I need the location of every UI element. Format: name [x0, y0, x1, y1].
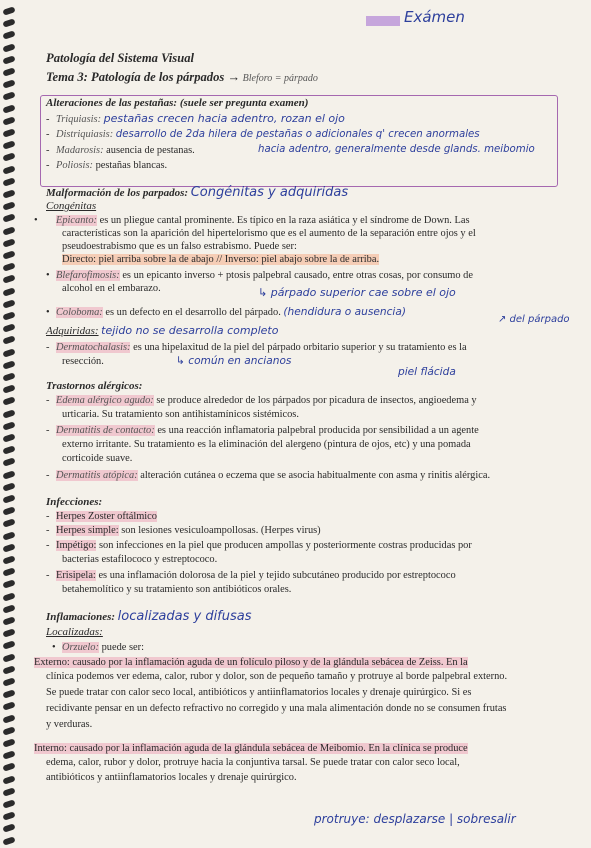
spiral-ring: [2, 360, 15, 369]
term: Epicanto:: [56, 215, 97, 226]
spiral-ring: [2, 470, 15, 479]
epicanto-l3: pseudoestrabismo que es un falso estrabismo. Puede ser:: [62, 241, 297, 252]
term: Impétigo:: [56, 540, 97, 551]
term: Coloboma:: [56, 307, 103, 318]
congenitas-label: Congénitas: [46, 200, 97, 212]
line: puede ser:: [101, 642, 144, 653]
spiral-ring: [2, 128, 15, 137]
spiral-ring: [2, 201, 15, 210]
spiral-ring: [2, 799, 15, 808]
spiral-ring: [2, 250, 15, 259]
epicanto-block: • Epicanto: es un pliegue cantal prominente. Es típico en la raza asiática y el síndrome de Down. Las: [34, 215, 470, 226]
dermato-l2: resección.: [62, 356, 104, 367]
spiral-ring: [2, 714, 15, 723]
impetigo-l2: bacterias estafilococo y estreptococo.: [62, 554, 218, 565]
contacto-l3: corticoide suave.: [62, 453, 133, 464]
term: Herpes Zoster oftálmico: [56, 511, 157, 522]
simple-item: - Herpes simple: son lesiones vesiculoampollosas. (Herpes virus): [46, 525, 321, 536]
spiral-ring: [2, 543, 15, 552]
coloboma-block: • Coloboma: es un defecto en el desarrollo del párpado. (hendidura o ausencia): [46, 306, 407, 318]
spiral-ring: [2, 299, 15, 308]
spiral-ring: [2, 628, 15, 637]
term: Madarosis:: [56, 145, 104, 156]
spiral-ring: [2, 311, 15, 320]
contacto-block: - Dermatitis de contacto: es una reacción inflamatoria palpebral producida por sensibilidad a un agente: [46, 425, 479, 436]
atopica-block: - Dermatitis atópica: alteración cutánea o eczema que se asocia habitualmente con asma y rinitis alérgica.: [46, 470, 491, 481]
line: Interno: causado por la inflamación aguda de la glándula sebácea de Meibomio. En la clínica se produce: [34, 743, 468, 754]
spiral-ring: [2, 177, 15, 186]
hand-note: Congénitas y adquiridas: [190, 185, 349, 200]
infecciones-heading: Infecciones:: [46, 496, 103, 508]
hand-note: pestañas crecen hacia adentro, rozan el ojo: [103, 112, 345, 125]
spiral-ring: [2, 421, 15, 430]
dermato-block: - Dermatochalasis: es una hipelaxitud de la piel del párpado orbitario superior y su tratamiento es la: [46, 342, 467, 353]
malformacion-heading: Malformación de los parpados:: [46, 187, 189, 199]
spiral-ring: [2, 153, 15, 162]
spiral-ring: [2, 18, 15, 27]
spiral-ring: [2, 238, 15, 247]
term: Edema alérgico agudo:: [56, 395, 154, 406]
spiral-ring: [2, 616, 15, 625]
spiral-ring: [2, 641, 15, 650]
localizadas-label: Localizadas:: [46, 626, 103, 638]
spiral-ring: [2, 750, 15, 759]
impetigo-block: - Impétigo: son infecciones en la piel que producen ampollas y posteriormente costras producidas por: [46, 540, 472, 551]
spiral-ring: [2, 458, 15, 467]
blefarofimosis-hand: ↳ párpado superior cae sobre el ojo: [258, 286, 456, 299]
spiral-ring: [2, 262, 15, 271]
term: Dermatochalasis:: [56, 342, 131, 353]
dermato-hand: ↳ común en ancianos: [176, 355, 292, 367]
page-title: Patología del Sistema Visual: [46, 51, 194, 65]
hand-note: tejido no se desarrolla completo: [101, 324, 279, 337]
line: es un epicanto inverso + ptosis palpebral causado, entre otras cosas, por consumo de: [122, 270, 473, 281]
externo-l1: [34, 656, 548, 669]
spiral-ring: [2, 494, 15, 503]
erisipela-block: - Erisipela: es una inflamación dolorosa de la piel y tejido subcutáneo producido por estreptococo: [46, 570, 456, 581]
hand-note: (hendidura o ausencia): [283, 306, 407, 318]
term: Dermatitis atópica:: [56, 470, 138, 481]
term: Herpes simple:: [56, 525, 119, 536]
adquiridas-label: Adquiridas:: [46, 325, 99, 337]
blefarofimosis-l2: alcohol en el embarazo.: [62, 283, 161, 294]
term: Distriquiasis:: [56, 129, 114, 140]
spiral-ring: [2, 482, 15, 491]
spiral-ring: [2, 275, 15, 284]
spiral-ring: [2, 592, 15, 601]
alt-pestanas-heading: Alteraciones de las pestañas: (suele ser pregunta examen): [46, 97, 309, 109]
spiral-ring: [2, 653, 15, 662]
exam-tag: Exámen: [404, 8, 465, 26]
item-triquiasis: - Triquiasis: pestañas crecen hacia adentro, rozan el ojo: [46, 112, 345, 125]
spiral-ring: [2, 348, 15, 357]
edema-block: - Edema alérgico agudo: se produce alrededor de los párpados por picadura de insectos, angioedema y: [46, 395, 477, 406]
interno-l3: antibióticos y antiinflamatorios locales y drenaje quirúrgico.: [46, 772, 297, 783]
spiral-ring: [2, 165, 15, 174]
spiral-ring: [2, 787, 15, 796]
topic-line: [46, 71, 548, 85]
edema-l2: urticaria. Su tratamiento son antihistamínicos sistémicos.: [62, 409, 299, 420]
line: es un defecto en el desarrollo del párpado.: [105, 307, 281, 318]
spiral-ring: [2, 824, 15, 833]
term: Erisipela:: [56, 570, 96, 581]
spiral-ring: [2, 555, 15, 564]
epicanto-l4: [46, 253, 548, 266]
externo-l2: clínica podemos ver edema, calor, rubor y dolor, son de pequeño tamaño y protruye al borde palpebral externo.: [46, 671, 508, 682]
dermato-hand2: piel flácida: [398, 366, 456, 378]
spiral-ring: [2, 689, 15, 698]
spiral-ring: [2, 189, 15, 198]
exam-tag-highlight: [366, 16, 400, 26]
line: es una hipelaxitud de la piel del párpado orbitario superior y su tratamiento es la: [133, 342, 467, 353]
spiral-ring: [2, 6, 15, 15]
line: son infecciones en la piel que producen ampollas y posteriormente costras producidas por: [99, 540, 472, 551]
spiral-ring: [2, 323, 15, 332]
topic-title: Tema 3: Patología de los párpados →: [46, 70, 241, 84]
interno-l1: [34, 742, 548, 755]
interno-l2: edema, calor, rubor y dolor, protruye hacia la conjuntiva tarsal. Se puede tratar con calor seco local,: [46, 757, 460, 768]
term: Poliosis:: [56, 160, 93, 171]
term: Triquiasis:: [56, 114, 102, 125]
externo-l3: Se puede tratar con calor seco local, antibióticos y antiinflamatorios locales y drenaje quirúrgico. Si es: [46, 687, 472, 698]
externo-l5: y verduras.: [46, 719, 93, 730]
erisipela-l2: betahemolítico y su tratamiento son antibióticos orales.: [62, 584, 292, 595]
spiral-ring: [2, 726, 15, 735]
inflamaciones-heading: Inflamaciones:: [46, 611, 116, 623]
spiral-ring: [2, 531, 15, 540]
spiral-ring: [2, 702, 15, 711]
spiral-ring: [2, 226, 15, 235]
spiral-ring: [2, 336, 15, 345]
inflamaciones-line: [46, 610, 548, 624]
spiral-ring: [2, 43, 15, 52]
spiral-ring: [2, 79, 15, 88]
term: Orzuelo:: [62, 642, 99, 653]
line: Directo: piel arriba sobre la de abajo // Inverso: piel abajo sobre la de arriba.: [62, 254, 380, 265]
spiral-ring: [2, 116, 15, 125]
spiral-ring: [2, 519, 15, 528]
spiral-ring: [2, 92, 15, 101]
hand-note: localizadas y difusas: [117, 609, 252, 624]
orzuelo-item: • Orzuelo: puede ser:: [52, 642, 144, 653]
zoster-item: - Herpes Zoster oftálmico: [46, 511, 157, 522]
item-madarosis: - Madarosis: ausencia de pestanas.: [46, 145, 195, 156]
term: Blefarofimosis:: [56, 270, 120, 281]
spiral-ring: [2, 665, 15, 674]
spiral-ring: [2, 738, 15, 747]
blefarofimosis-block: • Blefarofimosis: es un epicanto inverso + ptosis palpebral causado, entre otras cosas, por consumo de: [46, 270, 473, 281]
topic-note: Bleforo = párpado: [242, 73, 318, 84]
epicanto-l2: características son la aparición del hipertelorismo que es el aumento de la separación entre ojos y el: [62, 228, 476, 239]
adquiridas-line: [46, 324, 548, 338]
spiral-ring: [2, 214, 15, 223]
spiral-binding: [0, 0, 22, 848]
hand-note: desarrollo de 2da hilera de pestañas o adicionales q' crecen anormales: [115, 129, 480, 140]
spiral-ring: [2, 372, 15, 381]
item-distriquiasis: - Distriquiasis: desarrollo de 2da hilera de pestañas o adicionales q' crecen anormales: [46, 129, 480, 140]
spiral-ring: [2, 384, 15, 393]
line: es una inflamación dolorosa de la piel y tejido subcutáneo producido por estreptococo: [98, 570, 456, 581]
line: alteración cutánea o eczema que se asocia habitualmente con asma y rinitis alérgica.: [140, 470, 491, 481]
spiral-ring: [2, 433, 15, 442]
spiral-ring: [2, 580, 15, 589]
malformacion-line: [46, 186, 548, 200]
spiral-ring: [2, 140, 15, 149]
spiral-ring: [2, 409, 15, 418]
item-poliosis: - Poliosis: pestañas blancas.: [46, 160, 168, 171]
spiral-ring: [2, 836, 15, 845]
contacto-l2: externo irritante. Su tratamiento es la eliminación del alergeno (pintura de ojos, etc) y una pomada: [62, 439, 471, 450]
line: es un pliegue cantal prominente. Es típico en la raza asiática y el síndrome de Down. Las: [99, 215, 470, 226]
spiral-ring: [2, 445, 15, 454]
spiral-ring: [2, 104, 15, 113]
spiral-ring: [2, 55, 15, 64]
alergicos-heading: Trastornos alérgicos:: [46, 380, 143, 392]
spiral-ring: [2, 811, 15, 820]
desc: pestañas blancas.: [95, 160, 168, 171]
spiral-ring: [2, 763, 15, 772]
term: Dermatitis de contacto:: [56, 425, 155, 436]
externo-l4: recidivante pensar en un defecto refractivo no corregido y una mala alimentación donde no se consumen frutas: [46, 703, 507, 714]
spiral-ring: [2, 287, 15, 296]
line: se produce alrededor de los párpados por picadura de insectos, angioedema y: [156, 395, 477, 406]
spiral-ring: [2, 31, 15, 40]
line: son lesiones vesiculoampollosas. (Herpes virus): [121, 525, 321, 536]
spiral-ring: [2, 67, 15, 76]
spiral-ring: [2, 397, 15, 406]
line: Externo: causado por la inflamación aguda de un folículo piloso y de la glándula sebácea de Zeiss. En la: [34, 657, 468, 668]
hand-note-2: hacia adentro, generalmente desde glands. meibomio: [258, 144, 535, 155]
spiral-ring: [2, 604, 15, 613]
footer-note: protruye: desplazarse | sobresalir: [314, 812, 516, 826]
desc: ausencia de pestanas.: [106, 145, 195, 156]
line: es una reacción inflamatoria palpebral producida por sensibilidad a un agente: [157, 425, 479, 436]
spiral-ring: [2, 567, 15, 576]
spiral-ring: [2, 775, 15, 784]
spiral-ring: [2, 677, 15, 686]
spiral-ring: [2, 506, 15, 515]
coloboma-hand2: ↗ del párpado: [498, 314, 570, 325]
